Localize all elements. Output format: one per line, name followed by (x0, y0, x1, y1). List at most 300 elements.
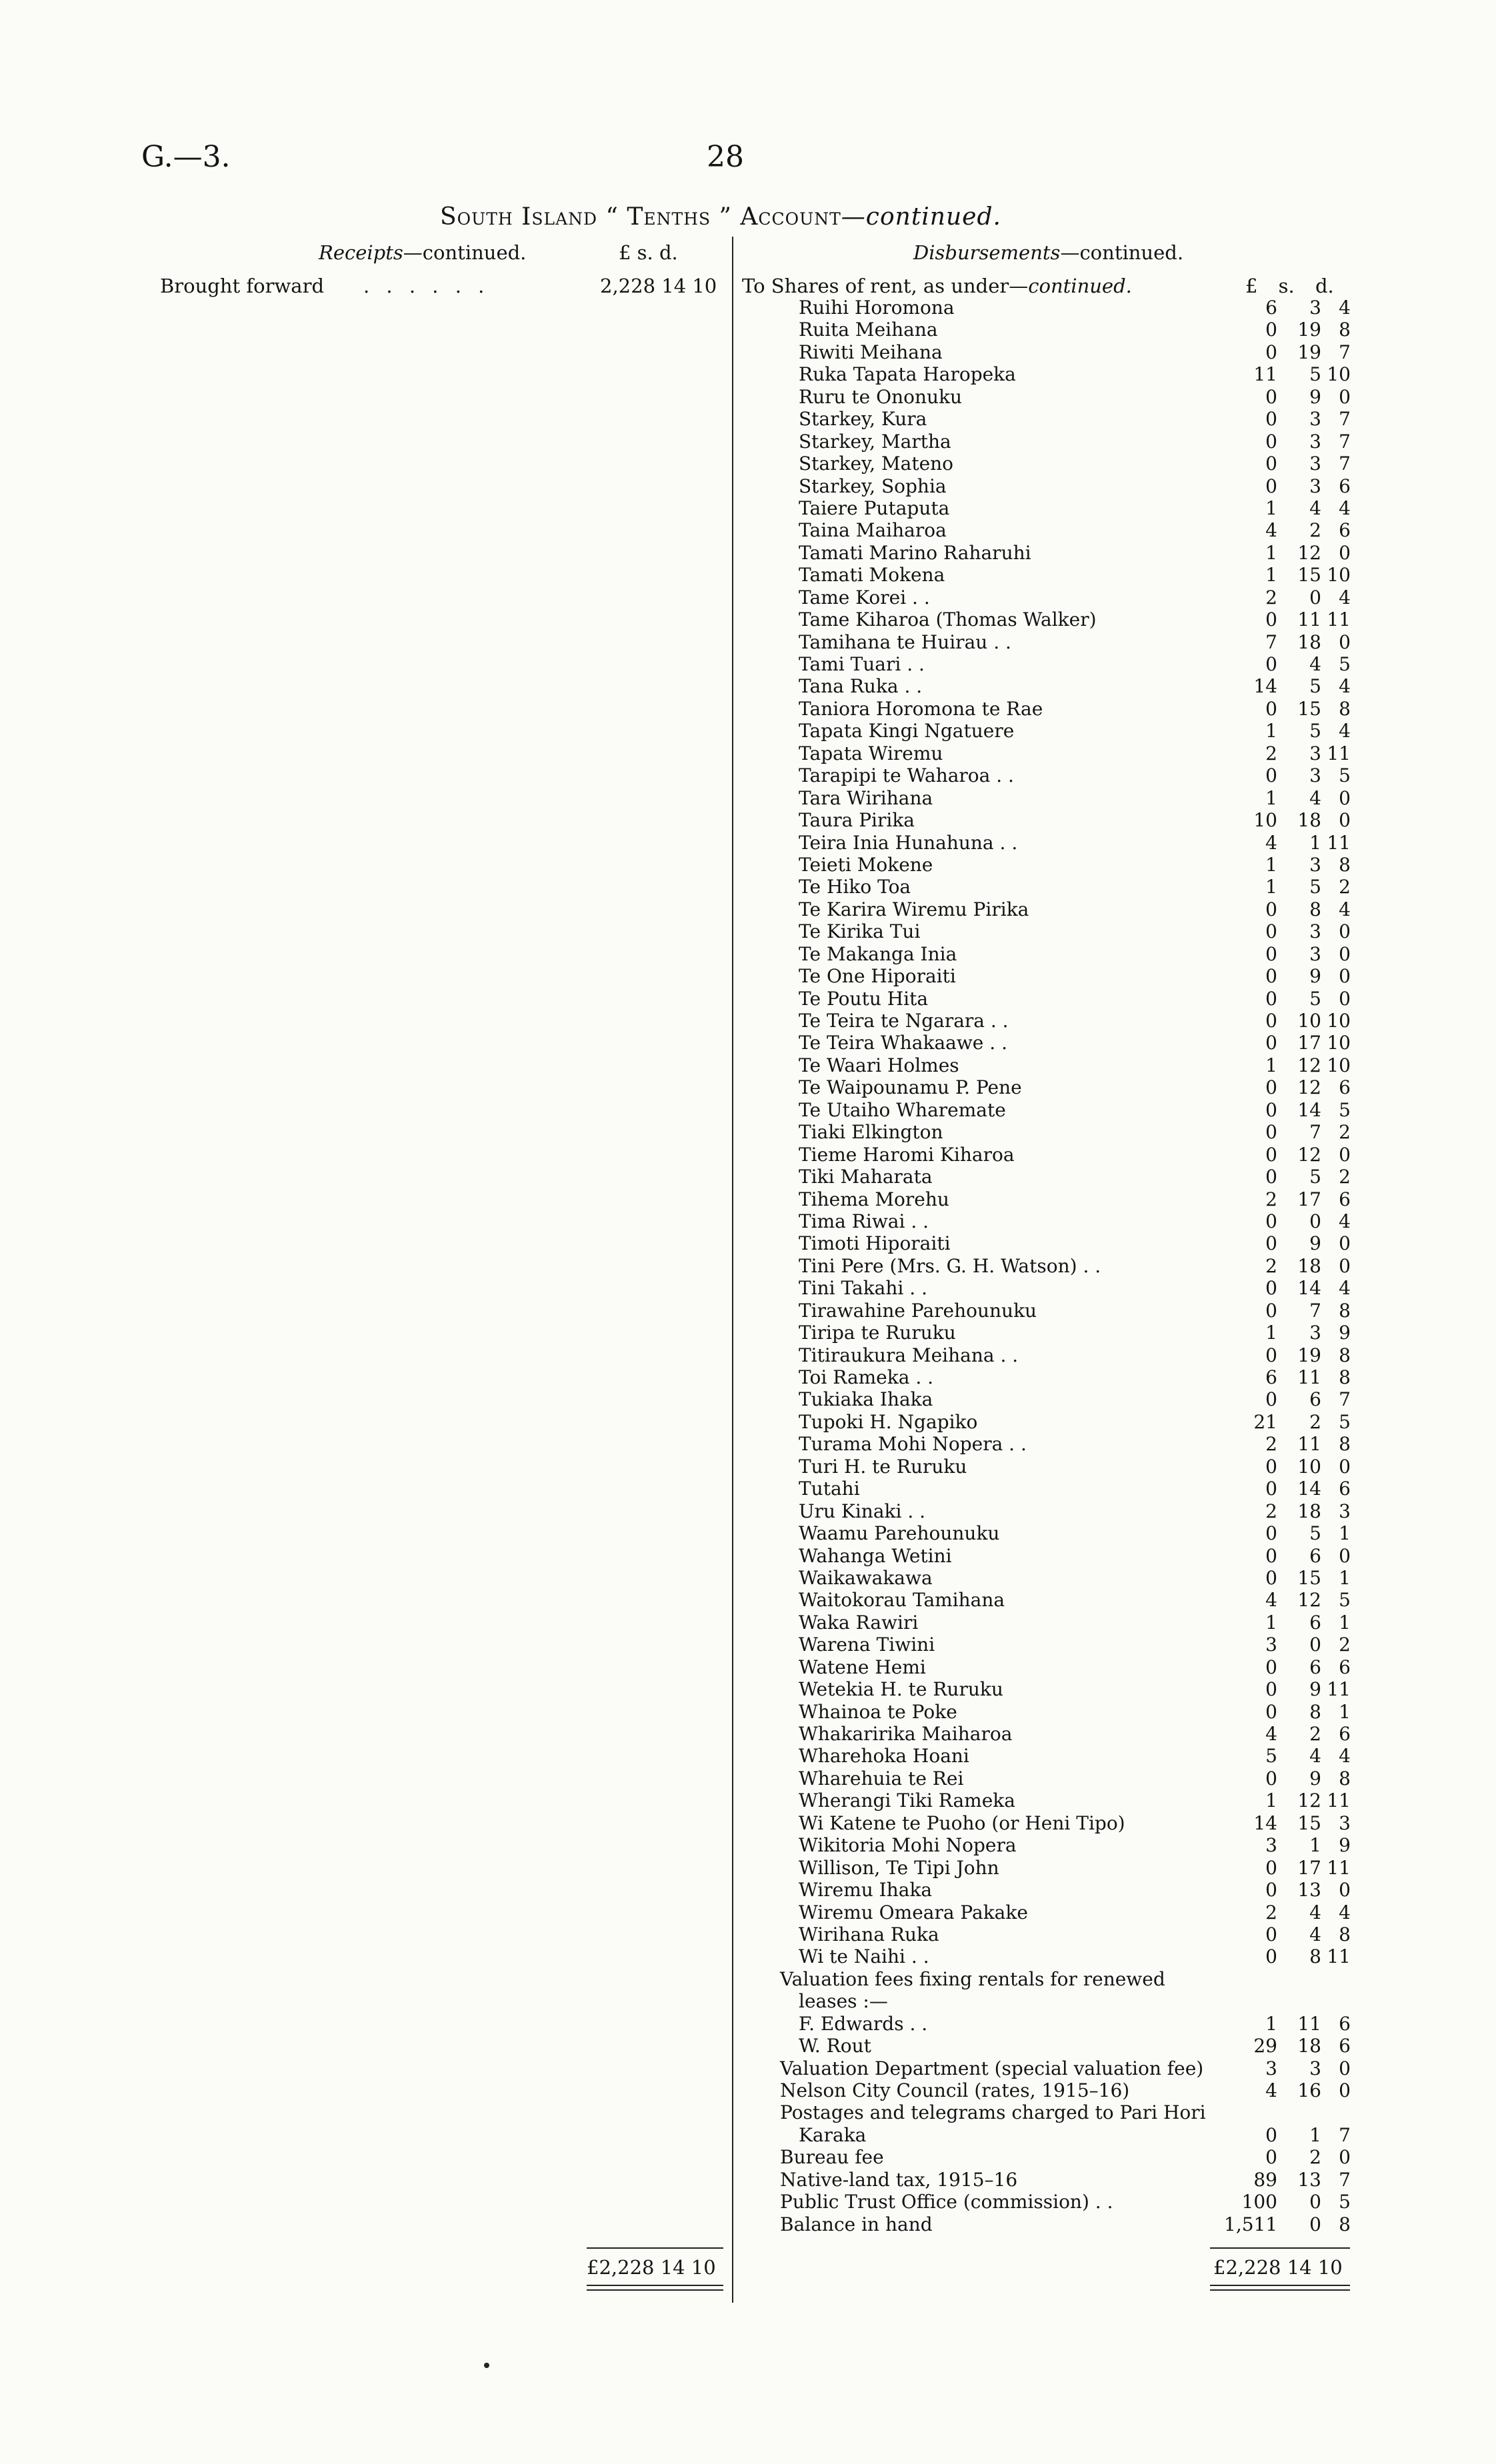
row-name: Tiripa te Ruruku (799, 1322, 956, 1344)
row-pounds: 0 (1265, 1656, 1277, 1678)
row-pounds: 0 (1265, 1010, 1277, 1032)
row-pence: 2 (1339, 1121, 1351, 1144)
table-row (0, 1701, 1496, 1723)
row-pounds: 0 (1265, 1121, 1277, 1144)
row-pence: 11 (1327, 609, 1351, 631)
row-pounds: 1 (1265, 876, 1277, 898)
row-shillings: 9 (1309, 1767, 1321, 1790)
table-row (0, 2035, 1496, 2057)
row-pence: 5 (1339, 1098, 1351, 1121)
row-name: Titiraukura Meihana . . (799, 1344, 1019, 1366)
table-row (0, 698, 1496, 720)
row-name: Ruita Meihana (799, 319, 938, 341)
row-shillings: 8 (1309, 1945, 1321, 1968)
row-shillings: 8 (1309, 898, 1321, 920)
row-shillings: 4 (1309, 653, 1321, 675)
row-pounds: 0 (1265, 475, 1277, 497)
table-row (0, 431, 1496, 453)
row-pence: 0 (1339, 920, 1351, 943)
row-pence: 0 (1339, 541, 1351, 564)
row-name: Te Teira te Ngarara . . (799, 1010, 1009, 1032)
table-row (0, 1834, 1496, 1856)
row-shillings: 11 (1297, 2012, 1321, 2035)
row-pounds: 0 (1265, 697, 1277, 720)
table-row (0, 1322, 1496, 1344)
row-pounds: 3 (1265, 2057, 1277, 2079)
row-pence: 5 (1339, 653, 1351, 675)
row-pounds: 10 (1253, 809, 1277, 832)
row-pence: 0 (1339, 2146, 1351, 2169)
row-pounds: 0 (1265, 1299, 1277, 1322)
row-name: Starkey, Mateno (799, 453, 954, 475)
row-pounds: 7 (1265, 630, 1277, 653)
row-name: Tana Ruka . . (799, 675, 923, 698)
row-pence: 6 (1339, 475, 1351, 497)
table-row (0, 1723, 1496, 1745)
row-shillings: 3 (1309, 853, 1321, 876)
row-name: Tiki Maharata (799, 1166, 933, 1188)
table-row (0, 1968, 1496, 1990)
row-pence: 11 (1327, 1945, 1351, 1968)
table-row (0, 1344, 1496, 1366)
row-pence: 8 (1339, 853, 1351, 876)
row-name: Public Trust Office (commission) . . (780, 2191, 1113, 2213)
row-name: Tapata Kingi Ngatuere (799, 720, 1015, 742)
row-shillings: 9 (1309, 1232, 1321, 1255)
row-shillings: 13 (1297, 2168, 1321, 2191)
table-row (0, 1433, 1496, 1455)
row-name: Whainoa te Poke (799, 1700, 957, 1723)
title-part1: South Island (440, 203, 598, 231)
row-pence: 3 (1339, 1500, 1351, 1522)
row-shillings: 5 (1309, 720, 1321, 742)
row-shillings: 12 (1297, 1054, 1321, 1076)
row-pence: 6 (1339, 1723, 1351, 1745)
row-pence: 0 (1339, 942, 1351, 965)
table-row (0, 1589, 1496, 1611)
row-shillings: 3 (1309, 742, 1321, 764)
row-name: Tihema Morehu (799, 1188, 949, 1210)
row-pounds: 0 (1265, 2146, 1277, 2169)
row-pounds: 0 (1265, 1566, 1277, 1589)
disbursements-total-rule-bottom (1210, 2285, 1350, 2291)
row-pence: 0 (1339, 1143, 1351, 1166)
table-row (0, 764, 1496, 786)
row-shillings: 15 (1297, 1812, 1321, 1834)
table-row (0, 1076, 1496, 1098)
table-row (0, 542, 1496, 564)
row-shillings: 14 (1297, 1277, 1321, 1300)
row-pence: 11 (1327, 1678, 1351, 1701)
row-name: Wiremu Omeara Pakake (799, 1901, 1028, 1923)
table-row (0, 988, 1496, 1010)
row-shillings: 0 (1309, 1210, 1321, 1232)
row-name: Wiremu Ihaka (799, 1879, 933, 1901)
row-pounds: 0 (1265, 653, 1277, 675)
receipts-total: £2,228 14 10 (587, 2256, 716, 2279)
row-pence: 7 (1339, 430, 1351, 453)
row-shillings: 7 (1309, 1299, 1321, 1322)
receipts-lsd-heading: £ s. d. (619, 241, 678, 264)
row-pounds: 0 (1265, 1032, 1277, 1054)
row-name: Waka Rawiri (799, 1611, 919, 1634)
receipts-heading (319, 241, 526, 264)
row-pence: 7 (1339, 2123, 1351, 2146)
row-pence: 8 (1339, 319, 1351, 341)
row-shillings: 18 (1297, 809, 1321, 832)
row-pence: 6 (1339, 2012, 1351, 2035)
table-row (0, 1456, 1496, 1478)
row-pounds: 14 (1253, 1812, 1277, 1834)
row-name: Ruihi Horomona (799, 297, 955, 319)
table-row (0, 1522, 1496, 1544)
row-pence: 0 (1339, 1254, 1351, 1277)
row-pounds: 0 (1265, 1879, 1277, 1901)
row-pounds: 0 (1265, 1388, 1277, 1411)
table-row (0, 1678, 1496, 1700)
row-pence: 0 (1339, 965, 1351, 988)
row-pounds: 0 (1265, 1544, 1277, 1567)
row-pounds: 1 (1265, 720, 1277, 742)
row-name: Te Makanga Inia (799, 942, 957, 965)
row-shillings: 17 (1297, 1188, 1321, 1210)
page-number: 28 (707, 140, 744, 174)
table-row (0, 1411, 1496, 1433)
row-pence: 4 (1339, 1745, 1351, 1768)
row-name: Tupoki H. Ngapiko (799, 1410, 978, 1433)
receipts-heading-italic: Receipts (319, 241, 403, 264)
row-pounds: 0 (1265, 1455, 1277, 1478)
table-row (0, 1745, 1496, 1767)
row-pounds: 0 (1265, 1700, 1277, 1723)
row-pounds: 1 (1265, 1790, 1277, 1812)
row-name: Tame Korei . . (799, 586, 930, 609)
row-name: Te One Hiporaiti (799, 965, 956, 988)
row-name: Uru Kinaki . . (799, 1500, 926, 1522)
row-pounds: 1 (1265, 2012, 1277, 2035)
row-pounds: 0 (1265, 920, 1277, 943)
row-pounds: 0 (1265, 764, 1277, 787)
row-shillings: 2 (1309, 1723, 1321, 1745)
row-pence: 10 (1327, 1032, 1351, 1054)
row-pounds: 100 (1241, 2191, 1277, 2213)
row-name: Starkey, Kura (799, 408, 927, 431)
table-row (0, 832, 1496, 854)
row-pence: 0 (1339, 1232, 1351, 1255)
table-row (0, 1923, 1496, 1945)
table-row (0, 1099, 1496, 1121)
row-shillings: 3 (1309, 408, 1321, 431)
row-pence: 4 (1339, 720, 1351, 742)
row-pounds: 2 (1265, 742, 1277, 764)
disbursements-total-rule-top (1210, 2247, 1350, 2249)
row-name: Turama Mohi Nopera . . (799, 1433, 1027, 1456)
row-pence: 6 (1339, 1076, 1351, 1099)
receipts-total-rule-bottom (587, 2285, 723, 2291)
table-row (0, 1144, 1496, 1166)
row-name: Wherangi Tiki Rameka (799, 1790, 1015, 1812)
row-pounds: 2 (1265, 1188, 1277, 1210)
table-row (0, 920, 1496, 942)
row-shillings: 12 (1297, 1790, 1321, 1812)
row-name: Tiaki Elkington (799, 1121, 943, 1144)
row-shillings: 14 (1297, 1098, 1321, 1121)
row-pounds: 0 (1265, 341, 1277, 363)
row-pounds: 0 (1265, 942, 1277, 965)
row-name: Wharehuia te Rei (799, 1767, 964, 1790)
row-name: Te Utaiho Wharemate (799, 1098, 1006, 1121)
table-row (0, 965, 1496, 987)
row-pounds: 0 (1265, 987, 1277, 1010)
document-code: G.—3. (141, 140, 231, 174)
row-pounds: 4 (1265, 831, 1277, 854)
row-shillings: 11 (1297, 609, 1321, 631)
row-name: F. Edwards . . (799, 2012, 928, 2035)
row-name: Wharehoka Hoani (799, 1745, 969, 1768)
row-pence: 8 (1339, 1433, 1351, 1456)
row-shillings: 10 (1297, 1010, 1321, 1032)
row-shillings: 14 (1297, 1478, 1321, 1500)
row-pence: 4 (1339, 297, 1351, 319)
row-pounds: 29 (1253, 2035, 1277, 2057)
table-row (0, 943, 1496, 965)
disbursements-lsd-heading: £ s. d. (1245, 275, 1334, 297)
row-name: Tini Pere (Mrs. G. H. Watson) . . (799, 1254, 1101, 1277)
row-shillings: 10 (1297, 1455, 1321, 1478)
brought-forward-amount: 2,228 14 10 (600, 275, 717, 297)
row-name: Tima Riwai . . (799, 1210, 929, 1232)
table-row (0, 631, 1496, 653)
row-pounds: 4 (1265, 1589, 1277, 1612)
row-shillings: 5 (1309, 1522, 1321, 1545)
row-shillings: 17 (1297, 1032, 1321, 1054)
row-name: Tamihana te Huirau . . (799, 630, 1011, 653)
row-pence: 4 (1339, 675, 1351, 698)
table-row (0, 2169, 1496, 2191)
row-pounds: 1 (1265, 786, 1277, 809)
row-name: Starkey, Martha (799, 430, 951, 453)
disbursements-heading-italic: Disbursements (913, 241, 1061, 264)
row-pence: 0 (1339, 786, 1351, 809)
row-pence: 0 (1339, 1544, 1351, 1567)
row-shillings: 5 (1309, 987, 1321, 1010)
row-name: Te Waari Holmes (799, 1054, 959, 1076)
table-row (0, 2146, 1496, 2168)
table-row (0, 2079, 1496, 2101)
row-pence: 7 (1339, 453, 1351, 475)
row-shillings: 1 (1309, 831, 1321, 854)
row-shillings: 6 (1309, 1656, 1321, 1678)
table-row (0, 653, 1496, 675)
row-name: Tame Kiharoa (Thomas Walker) (799, 609, 1097, 631)
row-pounds: 0 (1265, 319, 1277, 341)
row-shillings: 11 (1297, 1433, 1321, 1456)
row-pence: 9 (1339, 1834, 1351, 1857)
row-pounds: 2 (1265, 1254, 1277, 1277)
table-row (0, 1054, 1496, 1076)
row-shillings: 2 (1309, 1410, 1321, 1433)
table-row (0, 1857, 1496, 1879)
row-shillings: 1 (1309, 1834, 1321, 1857)
row-pounds: 11 (1253, 363, 1277, 386)
row-pence: 10 (1327, 1054, 1351, 1076)
row-pence: 0 (1339, 809, 1351, 832)
row-name: Teieti Mokene (799, 853, 933, 876)
table-row (0, 475, 1496, 497)
row-pounds: 4 (1265, 2079, 1277, 2101)
row-name: Te Hiko Toa (799, 876, 911, 898)
row-pence: 9 (1339, 1322, 1351, 1344)
row-name: Wikitoria Mohi Nopera (799, 1834, 1017, 1857)
row-pence: 6 (1339, 519, 1351, 542)
row-shillings: 3 (1309, 1322, 1321, 1344)
disbursements-total: £2,228 14 10 (1213, 2256, 1343, 2279)
row-name: Warena Tiwini (799, 1634, 935, 1656)
row-name: Tarapipi te Waharoa . . (799, 764, 1014, 787)
table-row (0, 1812, 1496, 1834)
row-name: Tara Wirihana (799, 786, 933, 809)
row-shillings: 19 (1297, 341, 1321, 363)
row-name: Ruru te Ononuku (799, 385, 963, 408)
shares-of-rent-text: To Shares of rent, as under— (742, 275, 1029, 297)
row-shillings: 0 (1309, 2191, 1321, 2213)
row-pence: 4 (1339, 1210, 1351, 1232)
row-name: Waikawakawa (799, 1566, 933, 1589)
row-pence: 8 (1339, 1366, 1351, 1388)
brought-forward-label: Brought forward (160, 275, 325, 297)
table-row (0, 1478, 1496, 1500)
row-pence: 0 (1339, 987, 1351, 1010)
row-pence: 5 (1339, 2191, 1351, 2213)
row-pounds: 1 (1265, 853, 1277, 876)
row-name: Starkey, Sophia (799, 475, 947, 497)
row-shillings: 3 (1309, 942, 1321, 965)
row-name: Willison, Te Tipi John (799, 1856, 999, 1879)
row-name: Teira Inia Hunahuna . . (799, 831, 1018, 854)
row-pounds: 0 (1265, 1478, 1277, 1500)
row-name: Tini Takahi . . (799, 1277, 927, 1300)
row-name: Tirawahine Parehounuku (799, 1299, 1037, 1322)
row-pence: 1 (1339, 1611, 1351, 1634)
row-shillings: 3 (1309, 920, 1321, 943)
row-name: Tami Tuari . . (799, 653, 925, 675)
title-part3: Account (740, 203, 841, 231)
row-name: Nelson City Council (rates, 1915–16) (780, 2079, 1130, 2101)
table-row (0, 1500, 1496, 1522)
row-pounds: 6 (1265, 297, 1277, 319)
row-pounds: 4 (1265, 519, 1277, 542)
row-name: Whakaririka Maiharoa (799, 1723, 1013, 1745)
table-row (0, 363, 1496, 385)
row-shillings: 4 (1309, 497, 1321, 519)
table-row (0, 787, 1496, 809)
row-pounds: 2 (1265, 586, 1277, 609)
table-row (0, 497, 1496, 519)
row-pounds: 0 (1265, 1923, 1277, 1945)
table-row (0, 2101, 1496, 2123)
table-row (0, 297, 1496, 319)
row-name: Taiere Putaputa (799, 497, 950, 519)
row-pounds: 0 (1265, 898, 1277, 920)
row-pounds: 0 (1265, 1232, 1277, 1255)
row-shillings: 5 (1309, 675, 1321, 698)
row-name: W. Rout (799, 2035, 871, 2057)
table-row (0, 1188, 1496, 1210)
row-shillings: 3 (1309, 430, 1321, 453)
table-row (0, 1612, 1496, 1634)
row-name: Karaka (799, 2123, 867, 2146)
row-pence: 2 (1339, 876, 1351, 898)
title-part2: “ Tenths ” (605, 203, 732, 231)
row-shillings: 4 (1309, 1745, 1321, 1768)
row-pence: 11 (1327, 742, 1351, 764)
row-pence: 6 (1339, 2035, 1351, 2057)
row-pence: 6 (1339, 1656, 1351, 1678)
table-row (0, 1768, 1496, 1790)
table-row (0, 2191, 1496, 2213)
shares-of-rent-italic: continued. (1028, 275, 1132, 297)
row-shillings: 1 (1309, 2123, 1321, 2146)
row-pounds: 0 (1265, 430, 1277, 453)
row-name: Native-land tax, 1915–16 (780, 2168, 1018, 2191)
row-pence: 1 (1339, 1566, 1351, 1589)
row-shillings: 11 (1297, 1366, 1321, 1388)
row-pounds: 1 (1265, 1322, 1277, 1344)
table-row (0, 675, 1496, 697)
row-name: Tutahi (799, 1478, 860, 1500)
row-pounds: 6 (1265, 1366, 1277, 1388)
row-pounds: 0 (1265, 1076, 1277, 1099)
row-pence: 0 (1339, 2057, 1351, 2079)
row-pence: 4 (1339, 497, 1351, 519)
row-shillings: 15 (1297, 1566, 1321, 1589)
row-pence: 5 (1339, 764, 1351, 787)
row-shillings: 4 (1309, 1923, 1321, 1945)
row-pounds: 0 (1265, 1166, 1277, 1188)
row-name: Wirihana Ruka (799, 1923, 939, 1945)
row-name: Te Poutu Hita (799, 987, 929, 1010)
row-shillings: 2 (1309, 2146, 1321, 2169)
row-pounds: 0 (1265, 1767, 1277, 1790)
table-row (0, 341, 1496, 363)
row-pence: 5 (1339, 1410, 1351, 1433)
table-row (0, 720, 1496, 742)
row-shillings: 2 (1309, 519, 1321, 542)
row-shillings: 3 (1309, 475, 1321, 497)
row-pence: 8 (1339, 2213, 1351, 2235)
row-pence: 6 (1339, 1188, 1351, 1210)
row-name: Taniora Horomona te Rae (799, 697, 1043, 720)
receipts-total-rule-top (587, 2247, 723, 2249)
row-name: Te Karira Wiremu Pirika (799, 898, 1029, 920)
table-row (0, 809, 1496, 831)
table-row (0, 587, 1496, 609)
row-name: Tukiaka Ihaka (799, 1388, 933, 1411)
row-shillings: 18 (1297, 1500, 1321, 1522)
row-pounds: 1 (1265, 564, 1277, 587)
row-pounds: 1 (1265, 541, 1277, 564)
row-pounds: 0 (1265, 1277, 1277, 1300)
row-shillings: 3 (1309, 297, 1321, 319)
table-row (0, 898, 1496, 920)
table-row (0, 854, 1496, 876)
row-shillings: 19 (1297, 1344, 1321, 1366)
table-row (0, 1945, 1496, 1967)
table-row (0, 1388, 1496, 1410)
table-row (0, 453, 1496, 475)
row-name: Te Waipounamu P. Pene (799, 1076, 1022, 1099)
row-pence: 4 (1339, 1277, 1351, 1300)
